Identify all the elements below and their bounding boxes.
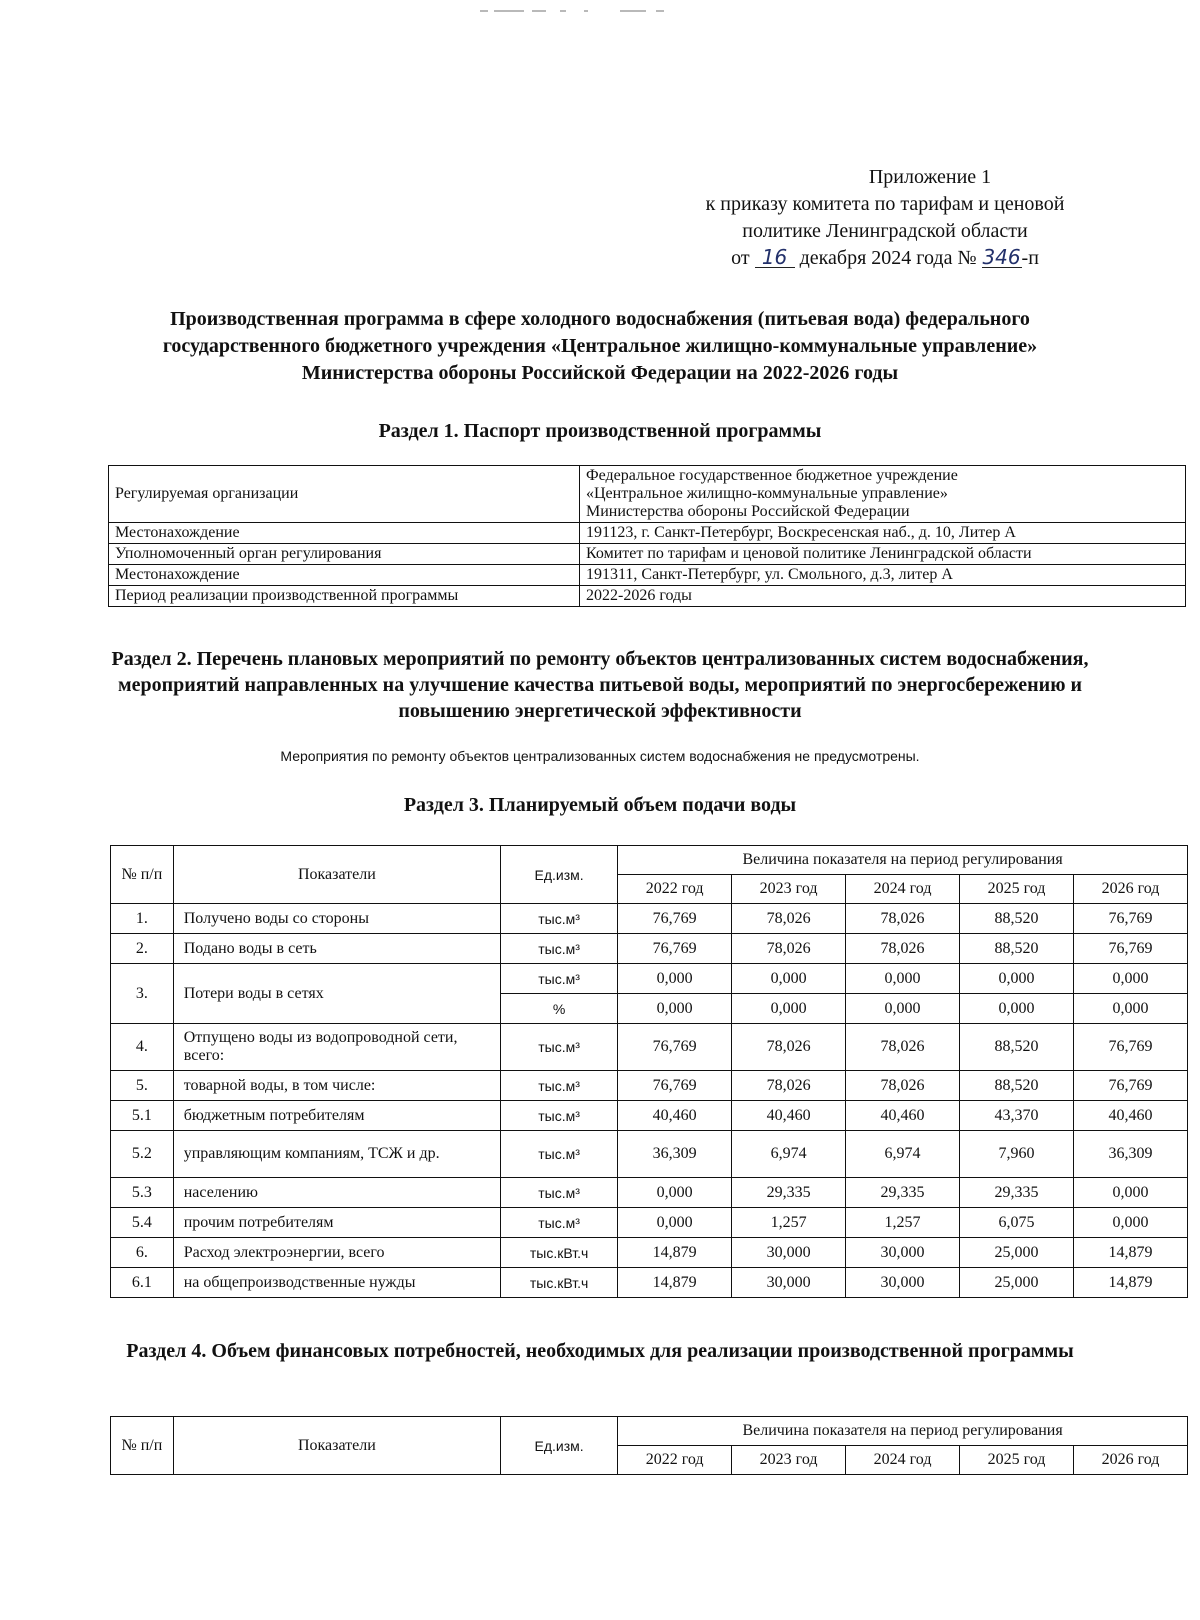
header-indicator: Показатели: [173, 1417, 500, 1475]
row-value: 88,520: [960, 1024, 1074, 1071]
scan-artifact: [480, 4, 690, 18]
table-header-row: [111, 846, 1188, 875]
passport-value-line: Федеральное государственное бюджетное учреждение: [586, 467, 958, 484]
passport-value: Комитет по тарифам и ценовой политике Ленинградской области: [580, 544, 1186, 565]
row-value: 30,000: [732, 1268, 846, 1298]
row-unit: тыс.м³: [501, 1178, 618, 1208]
header-num: № п/п: [111, 846, 174, 904]
row-number: 3.: [111, 964, 174, 1024]
appendix-line-2: к приказу комитета по тарифам и ценовой: [705, 193, 1065, 215]
row-indicator: товарной воды, в том числе:: [173, 1071, 500, 1101]
row-unit: тыс.м³: [501, 1024, 618, 1071]
row-value: 78,026: [732, 1024, 846, 1071]
row-value: 36,309: [1074, 1131, 1188, 1178]
header-year: 2022 год: [618, 1446, 732, 1475]
row-unit: тыс.кВт.ч: [501, 1268, 618, 1298]
passport-key: Регулируемая организации: [109, 466, 580, 523]
row-number: 5.: [111, 1071, 174, 1101]
row-value: 76,769: [1074, 1071, 1188, 1101]
row-number: 2.: [111, 934, 174, 964]
section-1-title: Раздел 1. Паспорт производственной программы: [378, 420, 822, 442]
table-row: [111, 1101, 1188, 1131]
header-year: 2026 год: [1074, 1446, 1188, 1475]
table-row: [111, 904, 1188, 934]
header-indicator: Показатели: [173, 846, 500, 904]
row-value: 29,335: [846, 1178, 960, 1208]
passport-value: [580, 466, 1186, 523]
row-value: 29,335: [960, 1178, 1074, 1208]
row-indicator: Расход электроэнергии, всего: [173, 1238, 500, 1268]
passport-value-line: Министерства обороны Российской Федерации: [586, 503, 910, 520]
appendix-line-3: политике Ленинградской области: [742, 220, 1028, 242]
passport-row: [109, 565, 1186, 586]
row-value: 14,879: [1074, 1238, 1188, 1268]
row-value: 6,075: [960, 1208, 1074, 1238]
header-year: 2024 год: [846, 875, 960, 904]
row-value: 76,769: [618, 1024, 732, 1071]
table-row: [111, 964, 1188, 994]
financial-needs-table: [110, 1416, 1188, 1475]
row-value: 0,000: [846, 994, 960, 1024]
row-value: 0,000: [846, 964, 960, 994]
row-value: 0,000: [1074, 964, 1188, 994]
row-value: 76,769: [1074, 1024, 1188, 1071]
row-unit: тыс.м³: [501, 1131, 618, 1178]
header-year: 2025 год: [960, 875, 1074, 904]
row-unit: тыс.м³: [501, 1071, 618, 1101]
table-row: [111, 1238, 1188, 1268]
row-value: 76,769: [618, 934, 732, 964]
row-value: 88,520: [960, 1071, 1074, 1101]
row-unit: тыс.кВт.ч: [501, 1238, 618, 1268]
passport-key: Местонахождение: [109, 565, 580, 586]
header-num: № п/п: [111, 1417, 174, 1475]
header-year: 2024 год: [846, 1446, 960, 1475]
row-value: 76,769: [1074, 934, 1188, 964]
section-2-title: Раздел 2. Перечень плановых мероприятий по ремонту объектов централизованных систем водоснабжения, мероприятий направленных на улучшение качества питьевой воды, мероприятий по энергосбережению и повышению энергетической эффективности: [111, 648, 1089, 722]
row-value: 40,460: [1074, 1101, 1188, 1131]
row-value: 78,026: [846, 1024, 960, 1071]
header-period: Величина показателя на период регулирования: [618, 846, 1188, 875]
row-value: 14,879: [618, 1268, 732, 1298]
appendix-date-line: [670, 245, 1100, 272]
row-value: 30,000: [732, 1238, 846, 1268]
row-value: 25,000: [960, 1268, 1074, 1298]
handwritten-order-number: 346: [982, 245, 1021, 269]
header-year: 2026 год: [1074, 875, 1188, 904]
header-year: 2023 год: [732, 875, 846, 904]
row-value: 30,000: [846, 1268, 960, 1298]
row-value: 88,520: [960, 934, 1074, 964]
row-value: 76,769: [1074, 904, 1188, 934]
row-indicator: управляющим компаниям, ТСЖ и др.: [173, 1131, 500, 1178]
row-indicator: Получено воды со стороны: [173, 904, 500, 934]
passport-value: 191311, Санкт-Петербург, ул. Смольного, д.3, литер А: [580, 565, 1186, 586]
row-value: 0,000: [732, 964, 846, 994]
row-value: 0,000: [1074, 1208, 1188, 1238]
row-unit: тыс.м³: [501, 1101, 618, 1131]
header-year: 2025 год: [960, 1446, 1074, 1475]
section-4-title: Раздел 4. Объем финансовых потребностей, необходимых для реализации производственной программы: [126, 1340, 1074, 1362]
row-value: 88,520: [960, 904, 1074, 934]
row-number: 6.1: [111, 1268, 174, 1298]
order-suffix: -п: [1021, 247, 1039, 269]
row-number: 5.1: [111, 1101, 174, 1131]
row-number: 5.2: [111, 1131, 174, 1178]
row-value: 40,460: [618, 1101, 732, 1131]
table-row: [111, 1024, 1188, 1071]
table-row: [111, 1268, 1188, 1298]
passport-key: Период реализации производственной программы: [109, 586, 580, 607]
row-value: 0,000: [1074, 994, 1188, 1024]
passport-key: Уполномоченный орган регулирования: [109, 544, 580, 565]
appendix-line-1: Приложение 1: [868, 166, 992, 188]
row-value: 78,026: [846, 904, 960, 934]
row-unit: %: [501, 994, 618, 1024]
row-unit: тыс.м³: [501, 1208, 618, 1238]
row-value: 78,026: [732, 1071, 846, 1101]
row-number: 1.: [111, 904, 174, 934]
row-value: 7,960: [960, 1131, 1074, 1178]
row-value: 76,769: [618, 904, 732, 934]
date-prefix: от: [731, 247, 750, 269]
row-indicator: Отпущено воды из водопроводной сети, всего:: [173, 1024, 500, 1071]
row-value: 0,000: [618, 1208, 732, 1238]
row-number: 5.4: [111, 1208, 174, 1238]
water-supply-table: [110, 845, 1188, 1298]
passport-value: 191123, г. Санкт-Петербург, Воскресенская наб., д. 10, Литер А: [580, 523, 1186, 544]
row-unit: тыс.м³: [501, 964, 618, 994]
row-value: 78,026: [846, 934, 960, 964]
header-period: Величина показателя на период регулирования: [618, 1417, 1188, 1446]
row-value: 78,026: [846, 1071, 960, 1101]
table-row: [111, 1071, 1188, 1101]
passport-row: [109, 544, 1186, 565]
row-value: 25,000: [960, 1238, 1074, 1268]
passport-value: 2022-2026 годы: [580, 586, 1186, 607]
row-value: 14,879: [1074, 1268, 1188, 1298]
row-value: 36,309: [618, 1131, 732, 1178]
row-value: 76,769: [618, 1071, 732, 1101]
passport-row: [109, 523, 1186, 544]
passport-row: [109, 586, 1186, 607]
row-indicator: Подано воды в сеть: [173, 934, 500, 964]
row-value: 6,974: [732, 1131, 846, 1178]
row-number: 5.3: [111, 1178, 174, 1208]
row-value: 29,335: [732, 1178, 846, 1208]
table-row: [111, 1178, 1188, 1208]
table-row: [111, 934, 1188, 964]
row-number: 6.: [111, 1238, 174, 1268]
section-2-note: Мероприятия по ремонту объектов централизованных систем водоснабжения не предусмотрены.: [280, 748, 920, 764]
header-unit: Ед.изм.: [501, 1417, 618, 1475]
row-indicator: бюджетным потребителям: [173, 1101, 500, 1131]
water-supply-table-body: [111, 904, 1188, 1298]
passport-row: [109, 466, 1186, 523]
section-3-title: Раздел 3. Планируемый объем подачи воды: [403, 794, 797, 816]
row-value: 0,000: [960, 994, 1074, 1024]
row-value: 1,257: [732, 1208, 846, 1238]
header-year: 2022 год: [618, 875, 732, 904]
passport-value-line: «Центральное жилищно-коммунальные управление»: [586, 485, 948, 502]
header-year: 2023 год: [732, 1446, 846, 1475]
row-unit: тыс.м³: [501, 934, 618, 964]
row-value: 0,000: [618, 964, 732, 994]
passport-key: Местонахождение: [109, 523, 580, 544]
row-value: 0,000: [960, 964, 1074, 994]
handwritten-day: 16: [755, 247, 795, 268]
table-header-row: [111, 1417, 1188, 1446]
row-value: 14,879: [618, 1238, 732, 1268]
row-value: 0,000: [1074, 1178, 1188, 1208]
row-indicator: населению: [173, 1178, 500, 1208]
table-row: [111, 1208, 1188, 1238]
row-value: 0,000: [618, 1178, 732, 1208]
row-value: 40,460: [846, 1101, 960, 1131]
row-value: 40,460: [732, 1101, 846, 1131]
row-value: 43,370: [960, 1101, 1074, 1131]
row-value: 0,000: [618, 994, 732, 1024]
table-row: [111, 1131, 1188, 1178]
row-number: 4.: [111, 1024, 174, 1071]
row-value: 78,026: [732, 934, 846, 964]
row-indicator: на общепроизводственные нужды: [173, 1268, 500, 1298]
document-title: Производственная программа в сфере холодного водоснабжения (питьевая вода) федерального государственного бюджетного учреждения «Центральное жилищно-коммунальные управление» Министерства обороны Российской Федерации на 2022-2026 годы: [162, 308, 1038, 384]
row-value: 0,000: [732, 994, 846, 1024]
header-unit: Ед.изм.: [501, 846, 618, 904]
row-value: 78,026: [732, 904, 846, 934]
passport-table: [108, 465, 1186, 607]
row-indicator: прочим потребителям: [173, 1208, 500, 1238]
row-value: 30,000: [846, 1238, 960, 1268]
date-middle: декабря 2024 года №: [799, 247, 977, 269]
row-value: 6,974: [846, 1131, 960, 1178]
row-indicator: Потери воды в сетях: [173, 964, 500, 1024]
row-value: 1,257: [846, 1208, 960, 1238]
appendix-note: [670, 164, 1100, 272]
row-unit: тыс.м³: [501, 904, 618, 934]
